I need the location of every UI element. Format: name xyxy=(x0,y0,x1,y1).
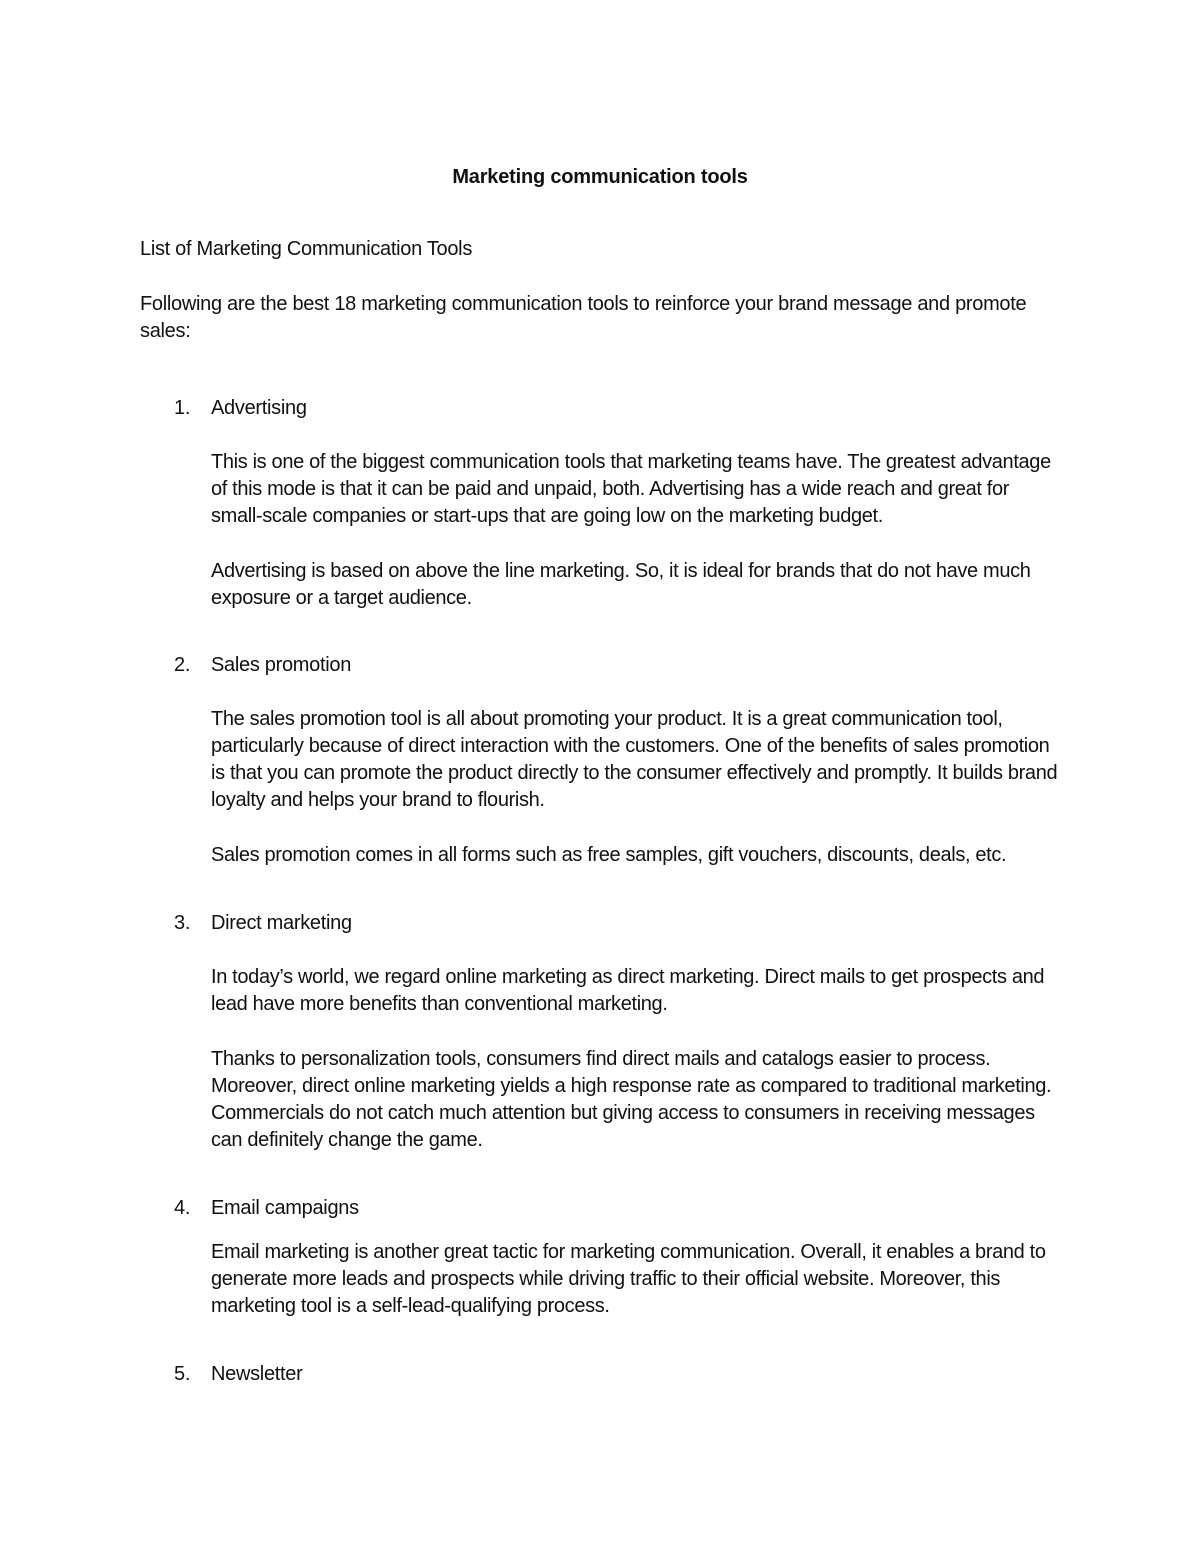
list-item-heading xyxy=(140,910,1040,937)
item-paragraph: Thanks to personalization tools, consumers find direct mails and catalogs easier to process. Moreover, direct online marketing yields a high response rate as compared to traditional marketing. Commercials do not catch much attention but giving access to consumers in receiving messages can definitely change the game. xyxy=(211,1048,1052,1151)
list-item-label: Email campaigns xyxy=(211,1197,359,1219)
list-item-heading xyxy=(140,1195,1040,1222)
list-item-direct-marketing xyxy=(140,910,1052,1151)
item-paragraph: In today’s world, we regard online marketing as direct marketing. Direct mails to get prospects and lead have more benefits than conventional marketing. xyxy=(211,966,1045,1015)
list-item-newsletter xyxy=(140,1361,1040,1388)
intro-paragraph: Following are the best 18 marketing communication tools to reinforce your brand message and promote sales: xyxy=(140,293,1027,342)
item-paragraph: Advertising is based on above the line marketing. So, it is ideal for brands that do not have much exposure or a target audience. xyxy=(211,560,1031,609)
list-item-label: Direct marketing xyxy=(211,912,352,934)
item-paragraph: Email marketing is another great tactic for marketing communication. Overall, it enables a brand to generate more leads and prospects while driving traffic to their official website. Moreover, this marketing tool is a self-lead-qualifying process. xyxy=(211,1241,1046,1317)
list-item-number: 1. xyxy=(174,397,191,419)
list-item-heading xyxy=(140,652,1040,679)
item-paragraph: The sales promotion tool is all about promoting your product. It is a great communication tool, particularly because of direct interaction with the customers. One of the benefits of sales promotion is that you can promote the product directly to the consumer effectively and promptly. It builds brand loyalty and helps your brand to flourish. xyxy=(211,708,1058,811)
list-item-number: 4. xyxy=(174,1197,191,1219)
item-paragraph: Sales promotion comes in all forms such as free samples, gift vouchers, discounts, deals, etc. xyxy=(211,844,1007,866)
list-item-advertising xyxy=(140,395,1051,609)
list-item-heading xyxy=(140,395,1040,422)
list-item-sales-promotion xyxy=(140,652,1058,866)
list-item-heading xyxy=(140,1361,1040,1388)
list-item-number: 5. xyxy=(174,1363,191,1385)
document-title: Marketing communication tools xyxy=(452,166,748,188)
item-paragraph: This is one of the biggest communication tools that marketing teams have. The greatest advantage of this mode is that it can be paid and unpaid, both. Advertising has a wide reach and great for small-scale companies or start-ups that are going low on the marketing budget. xyxy=(211,451,1051,527)
list-item-label: Newsletter xyxy=(211,1363,303,1385)
list-item-label: Sales promotion xyxy=(211,654,352,676)
document-subtitle: List of Marketing Communication Tools xyxy=(140,238,473,260)
list-item-label: Advertising xyxy=(211,397,307,419)
list-item-number: 3. xyxy=(174,912,191,934)
list-item-number: 2. xyxy=(174,654,191,676)
list-item-email-campaigns xyxy=(140,1195,1046,1317)
